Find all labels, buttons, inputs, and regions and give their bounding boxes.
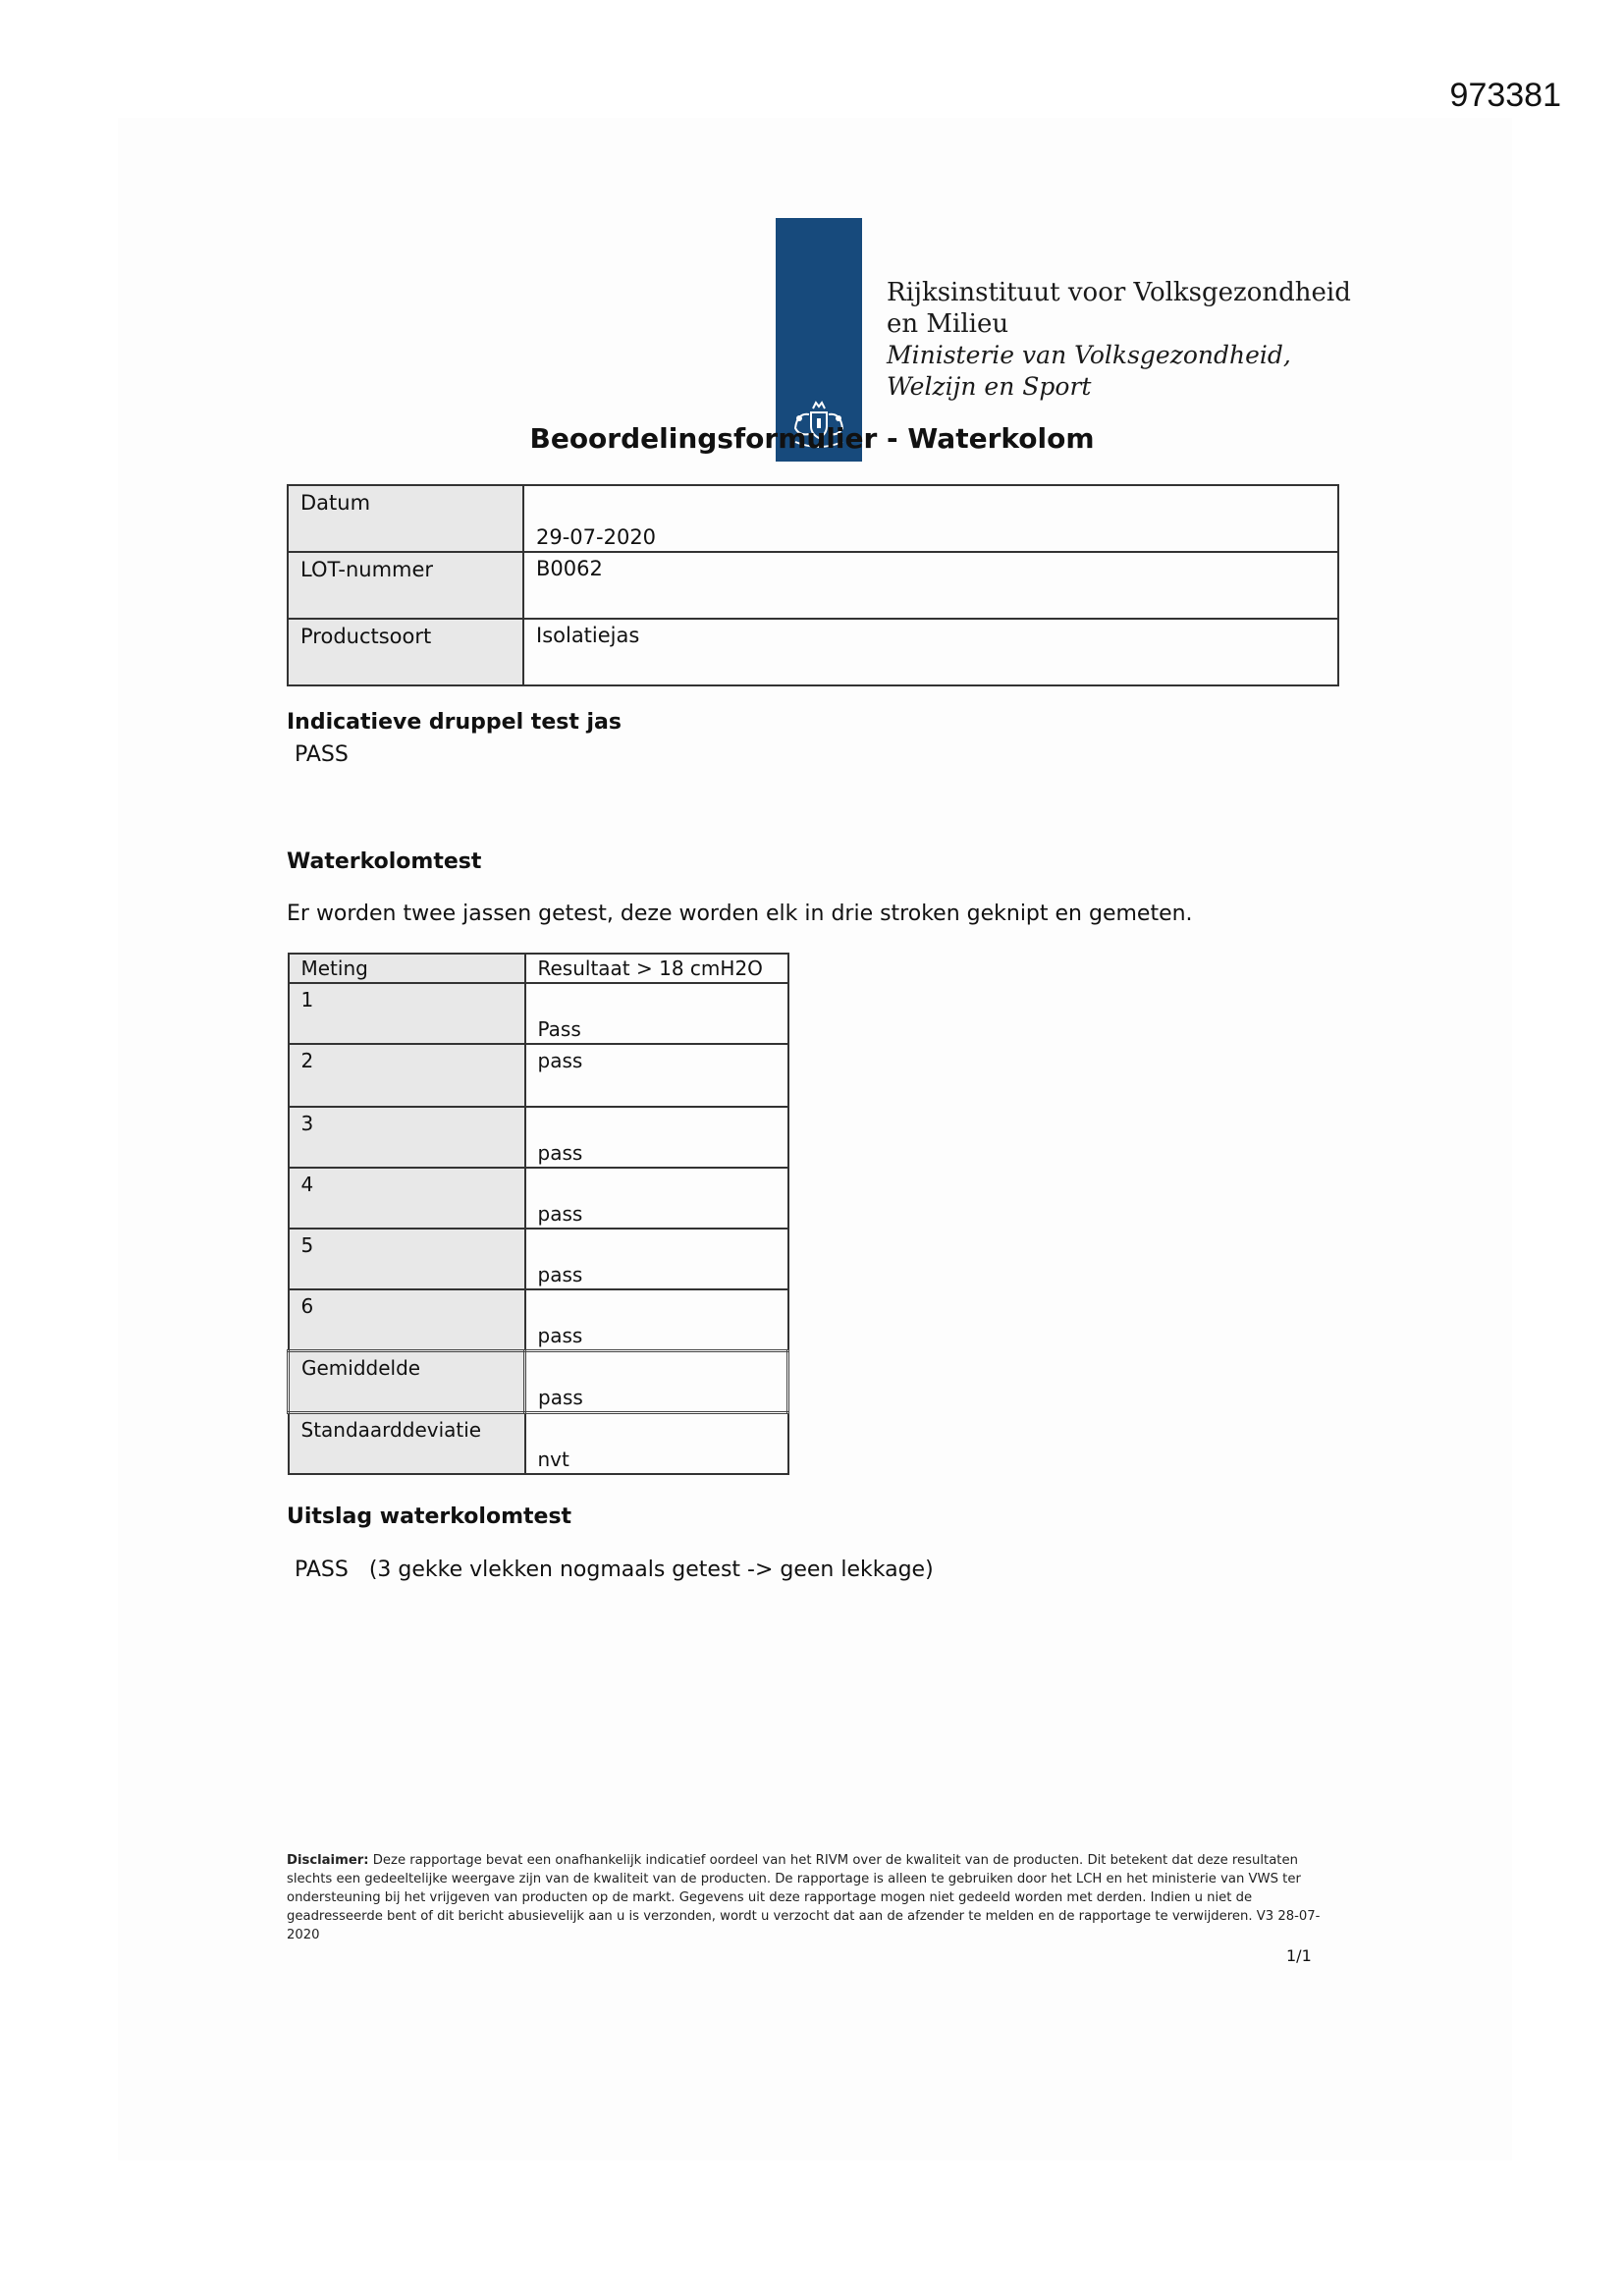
measurement-result: Pass — [525, 983, 788, 1044]
info-label: LOT-nummer — [288, 552, 523, 619]
measurement-label: 6 — [289, 1289, 525, 1351]
info-value: 29-07-2020 — [523, 485, 1338, 552]
form-title: Beoordelingsformulier - Waterkolom — [529, 422, 1095, 455]
measurement-result: nvt — [525, 1413, 788, 1475]
info-value: B0062 — [523, 552, 1338, 619]
measurement-label: 3 — [289, 1107, 525, 1168]
column-header: Meting — [289, 954, 525, 983]
table-row — [289, 1107, 788, 1168]
measurement-result: pass — [525, 1351, 788, 1413]
measurement-result: pass — [525, 1229, 788, 1289]
outcome-text: PASS (3 gekke vlekken nogmaals getest -> geen lekkage) — [295, 1558, 934, 1582]
info-row-productsoort — [288, 619, 1338, 685]
measurement-label: 2 — [289, 1044, 525, 1107]
organization-line-3: Ministerie van Volksgezondheid, — [887, 341, 1291, 369]
disclaimer — [287, 1851, 1347, 1944]
measurement-table — [287, 953, 789, 1475]
info-row-lot — [288, 552, 1338, 619]
info-row-datum — [288, 485, 1338, 552]
info-table — [287, 484, 1339, 686]
measurement-result: pass — [525, 1107, 788, 1168]
drop-test-heading: Indicatieve druppel test jas — [287, 710, 622, 735]
measurement-label: Standaarddeviatie — [289, 1413, 525, 1475]
measurement-label: 5 — [289, 1229, 525, 1289]
disclaimer-text: Deze rapportage bevat een onafhankelijk indicatief oordeel van het RIVM over de kwaliteit van de producten. Dit betekent dat deze resultaten slechts een gedeeltelijke weergave zijn van de kwaliteit van de producten. De rapportage is alleen te gebruiken door het LCH en het ministerie van VWS ter ondersteuning bij het vrijgeven van producten op de markt. Gegevens uit deze rapportage mogen niet gedeeld worden met derden. Indien u niet de geadresseerde bent of dit bericht abusievelijk aan u is verzonden, wordt u verzocht dat aan de afzender te melden en de rapportage te verwijderen. V3 28-07-2020 — [287, 1853, 1321, 1942]
info-label: Productsoort — [288, 619, 523, 685]
organization-line-1: Rijksinstituut voor Volksgezondheid — [887, 278, 1351, 307]
table-row-stddev — [289, 1413, 788, 1475]
organization-line-2: en Milieu — [887, 309, 1009, 339]
measurement-result: pass — [525, 1289, 788, 1351]
water-column-heading: Waterkolomtest — [287, 849, 482, 874]
measurement-result: pass — [525, 1044, 788, 1107]
measurement-label: 1 — [289, 983, 525, 1044]
drop-test-result: PASS — [295, 742, 349, 767]
outcome-heading: Uitslag waterkolomtest — [287, 1504, 572, 1529]
table-row — [289, 1289, 788, 1351]
table-row — [289, 1229, 788, 1289]
measurement-result: pass — [525, 1168, 788, 1229]
table-row — [289, 1168, 788, 1229]
table-header-row — [289, 954, 788, 983]
table-row-average — [289, 1351, 788, 1413]
page-number: 1/1 — [1286, 1946, 1312, 1965]
measurement-label: Gemiddelde — [289, 1351, 525, 1413]
measurement-label: 4 — [289, 1168, 525, 1229]
table-row — [289, 983, 788, 1044]
water-column-description: Er worden twee jassen getest, deze worden elk in drie stroken geknipt en gemeten. — [287, 902, 1193, 926]
disclaimer-label: Disclaimer: — [287, 1853, 369, 1868]
info-label: Datum — [288, 485, 523, 552]
info-value: Isolatiejas — [523, 619, 1338, 685]
table-row — [289, 1044, 788, 1107]
document-number: 973381 — [1449, 77, 1561, 114]
organization-line-4: Welzijn en Sport — [887, 372, 1092, 401]
organization-name — [887, 277, 1378, 403]
column-header: Resultaat > 18 cmH2O — [525, 954, 788, 983]
